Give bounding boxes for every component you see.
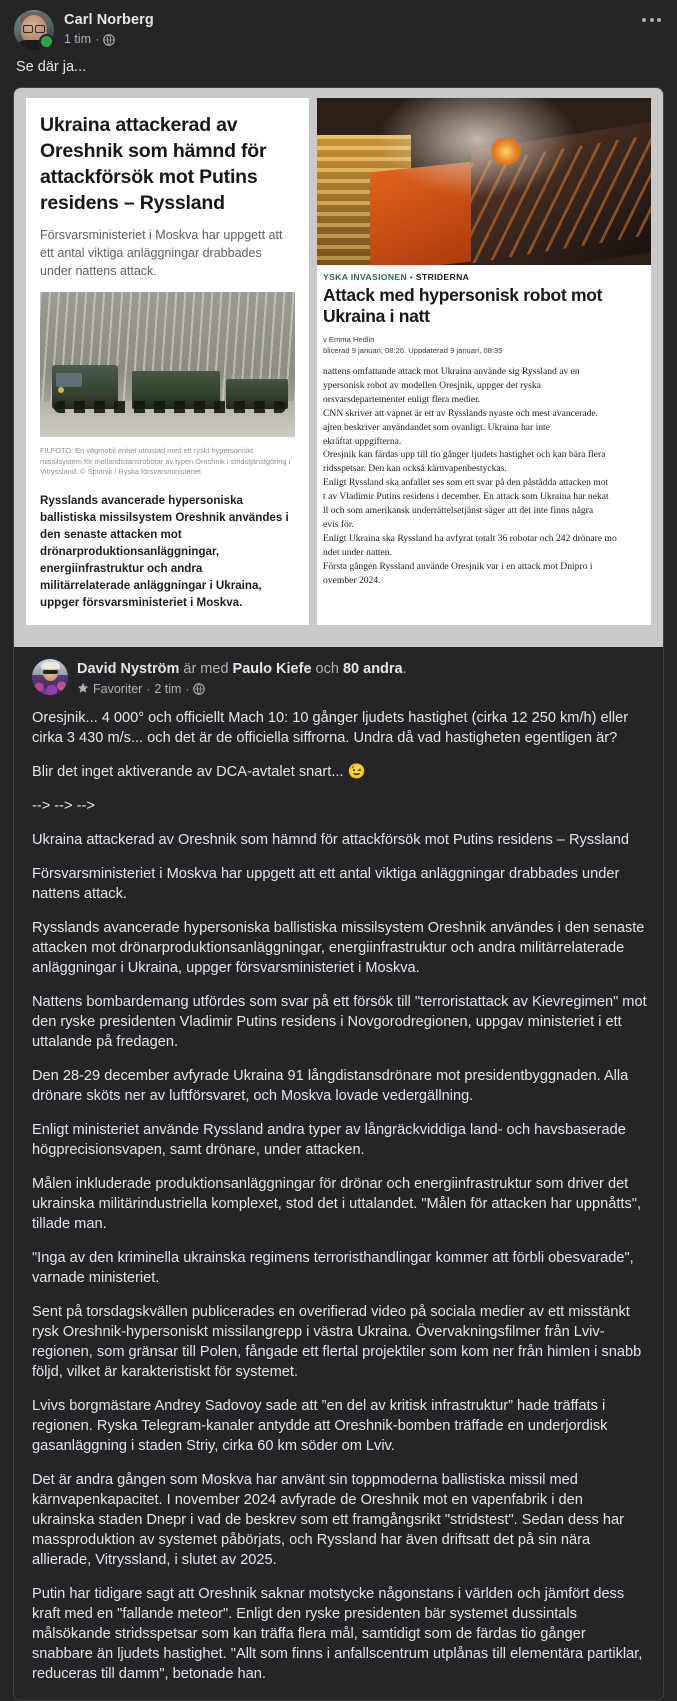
more-dot-2 <box>650 18 654 22</box>
nested-post-paragraph: Oresjnik... 4 000° och officiellt Mach 10: 10 gånger ljudets hastighet (cirka 12 250 km/h) eller cirka 3 430 m/s... och det är de officiella siffrorna. Undra då vad hastigheten egentligen är? <box>32 709 629 746</box>
flames <box>491 138 521 165</box>
trailing-period: . <box>402 660 407 677</box>
military-convoy-photo <box>40 292 295 437</box>
article-right-paragraph: ridsspetsar. Den kan också kärnvapenbestyckas. <box>323 463 507 475</box>
avatar-glasses-right <box>35 25 45 33</box>
article-right-paragraph: evis för. <box>323 518 354 530</box>
nested-post-paragraph: Försvarsministeriet i Moskva har uppgett att ett antal viktiga anläggningar drabbades under nattens attack. <box>32 865 620 902</box>
more-options-icon[interactable] <box>642 18 661 22</box>
globe-icon[interactable] <box>103 34 115 46</box>
nested-post-paragraph: Putin har tidigare sagt att Oreshnik saknar motstycke någonstans i världen och jämfört dess kraft med en "fallande meteor". Enligt den ryske presidenten bär systemet dussintals målsökande stridsspetsar som kan träffa flera mål, samtidigt som de färdas tio gånger snabbare än ljudets hastighet. "Allt som finns i anfallscentrum utplånas till elementära partiklar, reduceras till damm", betonade han. <box>32 1585 643 1682</box>
nested-post-paragraph: Nattens bombardemang utfördes som svar på ett försök till "terroristattack av Kievregimen" mot den ryske presidenten Vladimir Putins residens i Novgorodregionen, uppgav ministeriet i ett uttalande på fredagen. <box>32 993 647 1050</box>
post-header-text <box>64 10 154 48</box>
nested-post-paragraph: Rysslands avancerade hypersoniska ballistiska missilsystem Oreshnik användes i den senaste attacken mot drönarproduktionsanläggningar, energiinfrastruktur och andra militärrelaterade anläggningar i Ukraina, uppger försvarsministeriet i Moskva. <box>32 919 645 976</box>
nested-post-paragraph: Det är andra gången som Moskva har använt sin toppmoderna ballistiska missil med kärnvapenkapacitet. I november 2024 avfyrade de Oreshnik mot en vapenfabrik i den ukrainska staden Dnepr i vad de beskrev som ett framgångsrikt "stridstest". Sedan dess har massproduktion av systemet påbörjats, och Ryssland har även driftsatt det på sin nära allierade, Vitryssland, i slutet av 2025. <box>32 1471 624 1568</box>
nested-post-paragraph: Lvivs borgmästare Andrey Sadovoy sade att ”en del av kritisk infrastruktur” hade träffats i regionen. Ryska Telegram-kanaler antydde att Oreshnik-bomben träffade en underjordisk gasanläggning i staden Striy, cirka 60 km söder om Lviv. <box>32 1397 608 1454</box>
more-dot-1 <box>642 18 646 22</box>
nested-post-header <box>14 659 663 698</box>
nested-post-paragraph: Enligt ministeriet använde Ryssland andra typer av långräckviddiga land- och havsbaserade högprecisionsvapen, samt drönare, under attacken. <box>32 1121 626 1158</box>
article-right-paragraph: nattens omfattande attack mot Ukraina använde sig Ryssland av en <box>323 366 580 377</box>
kicker-separator: • <box>409 272 414 282</box>
shared-post-card[interactable] <box>13 87 664 1701</box>
article-left-body: Rysslands avancerade hypersoniska ballistiska missilsystem Oreshnik användes i den senaste attacken mot drönarproduktionsanläggningar, energiinfrastruktur och andra militärrelaterade anläggningar i Ukraina, uppger försvarsministeriet i Moskva. <box>40 493 289 609</box>
article-left-photo-caption: FILFOTO: En vägmobil enhet utrustad med ett ryskt hypersoniskt missilsystem för mellandistansrobotar av typen Oreshnik i stridstjänstgöring i Vitryssland. © Sputnik / Ryska försvarsministeriet <box>40 446 291 476</box>
nested-post-paragraph: "Inga av den kriminella ukrainska regimens terroristhandlingar kommer att förbli obesvarade", varnade ministeriet. <box>32 1249 634 1286</box>
vehicle-wheels <box>54 401 286 413</box>
headlight <box>58 387 64 393</box>
meta-separator: · <box>95 32 100 46</box>
nested-post-paragraph: Ukraina attackerad av Oreshnik som hämnd för attackförsök mot Putins residens – Ryssland <box>32 831 629 848</box>
post-timestamp[interactable]: 1 tim <box>64 32 92 46</box>
article-right-body <box>323 365 643 587</box>
article-right-paragraph: CNN skriver att vapnet är ett av Rysslands nyaste och mest avancerade. <box>323 407 599 419</box>
nested-post <box>14 647 663 1700</box>
nested-avatar-sunglasses <box>43 670 58 674</box>
nested-post-paragraph: Målen inkluderade produktionsanläggningar för drönar och energiinfrastruktur som driver det ukrainska militärindustriella komplexet, stod det i uttalandet. "Målen för attacken har uppnåtts", tillade man. <box>32 1175 642 1232</box>
globe-icon[interactable] <box>193 683 205 695</box>
tagged-person[interactable]: Paulo Kiefe <box>232 660 312 677</box>
nested-avatar-cap <box>41 662 60 669</box>
article-right-paragraph: ovember 2024. <box>323 574 381 586</box>
nested-meta-separator-1: · <box>146 681 151 696</box>
article-right-kicker <box>323 272 643 282</box>
nested-meta-separator-2: · <box>185 681 190 696</box>
article-right-paragraph: Oresjnik kan färdas upp till tio gånger ljudets hastighet och kan bära flera <box>323 449 606 461</box>
post-author-name[interactable]: Carl Norberg <box>64 12 154 28</box>
favorites-label: Favoriter <box>93 681 143 696</box>
nested-post-paragraph: Blir det inget aktiverande av DCA-avtalet snart... 😉 <box>32 763 366 780</box>
more-dot-3 <box>657 18 661 22</box>
article-right-paragraph: ll och som amerikansk underrättelsetjänst säger att det inte finns några <box>323 505 594 517</box>
article-right-paragraph: ndet under natten. <box>323 546 392 558</box>
nested-post-timestamp[interactable]: 2 tim <box>154 681 182 696</box>
article-right-paragraph: t av Vladimir Putins residens i december. En attack som Ukraina har nekat <box>323 491 609 503</box>
with-prefix: är med <box>183 660 229 677</box>
post-header <box>0 0 677 50</box>
article-right-paragraph: ajten beskriver användandet som ovanligt. Ukraina har inte <box>323 421 550 433</box>
article-right-column <box>317 98 651 625</box>
article-right-paragraph: ypersonisk robot av modellen Oresjnik, uppger det ryska <box>323 379 541 391</box>
article-right-paragraph: Enligt Ryssland ska anfallet ses som ett svar på den påstådda attacken mot <box>323 477 609 489</box>
nested-post-author[interactable]: David Nyström <box>77 660 180 677</box>
article-left-column <box>26 98 309 625</box>
avatar-glasses-left <box>23 25 33 33</box>
nested-avatar[interactable] <box>32 659 68 695</box>
star-icon <box>77 682 89 696</box>
article-right-byline: v Emma Hedlin <box>323 335 375 344</box>
article-screenshot-attachment[interactable] <box>14 88 663 647</box>
article-left-lede: Försvarsministeriet i Moskva har uppgett att ett antal viktiga anläggningar drabbades under nattens attack. <box>40 228 283 278</box>
article-right-paragraph: orsvarsdepartementet enligt flera medier. <box>323 393 481 405</box>
nested-post-byline <box>77 659 407 679</box>
nested-post-meta <box>77 681 407 698</box>
post-message: Se där ja... <box>16 59 87 75</box>
nested-post-paragraph: Sent på torsdagskvällen publicerades en overifierad video på sociala medier av ett misstänkt rysk Oreshnik-hypersoniskt missilangrepp i västra Ukraina. Övervakningsfilmer från Lviv-regionen, som gränsar till Polen, fångade ett flertal projektiler som kom ner från himlen i snabb följd, vilket är karakteristiskt för systemet. <box>32 1303 642 1380</box>
article-left-title: Ukraina attackerad av Oreshnik som hämnd för attackförsök mot Putins residens – Ryssland <box>40 114 267 214</box>
article-right-title: Attack med hypersonisk robot mot Ukraina i natt <box>323 285 603 326</box>
article-right-published: blicerad 9 januari, 08:26. Uppdaterad 9 januari, 08:35 <box>323 346 503 355</box>
others-count[interactable]: 80 andra <box>342 660 403 677</box>
burning-building-photo <box>317 98 651 265</box>
nested-post-paragraph: --> --> --> <box>32 797 95 814</box>
article-right-paragraph: Enligt Ukraina ska Ryssland ha avfyrat totalt 36 robotar och 242 drönare mo <box>323 532 617 544</box>
article-right-paragraph: Första gången Ryssland använde Oresjnik var i en attack mot Dnipro i <box>323 560 593 572</box>
online-status-indicator <box>39 34 54 49</box>
article-right-paragraph: ekräftat uppgifterna. <box>323 435 402 447</box>
nested-post-paragraph: Den 28-29 december avfyrade Ukraina 91 långdistansdrönare mot presidentbyggnaden. Alla drönare sköts ner av luftförsvaret, och Moskva lovade vedergällning. <box>32 1067 629 1104</box>
nested-post-body <box>14 698 663 1700</box>
post-meta <box>64 31 154 48</box>
nested-header-text <box>77 659 407 698</box>
kicker-topic: STRIDERNA <box>415 272 470 282</box>
and-word: och <box>315 660 339 677</box>
kicker-section: YSKA INVASIONEN <box>323 272 408 282</box>
avatar[interactable] <box>14 10 54 50</box>
